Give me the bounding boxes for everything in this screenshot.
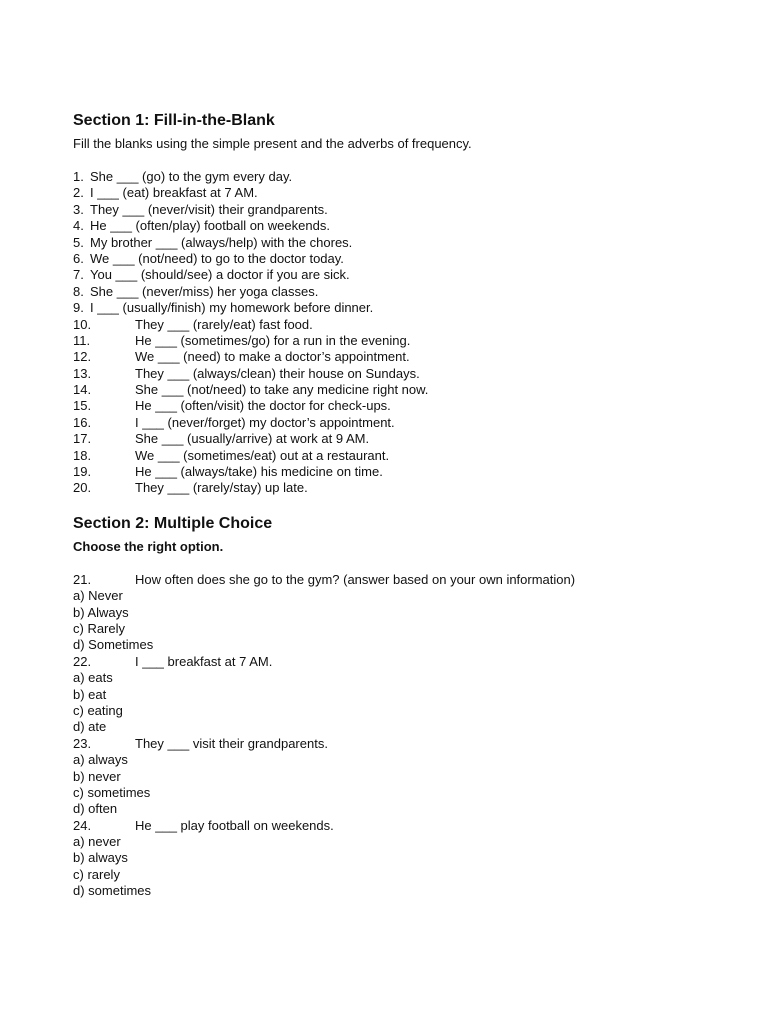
item-number: 18. xyxy=(73,447,92,463)
item-number: 19. xyxy=(73,464,92,480)
item-number: 11. xyxy=(73,332,91,348)
question-text: They ___ visit their grandparents. xyxy=(135,735,328,751)
item-number: 2. xyxy=(73,185,84,201)
item-text: They ___ (never/visit) their grandparents. xyxy=(90,201,328,217)
answer-option: b) Always xyxy=(73,604,129,620)
item-text: They ___ (always/clean) their house on Sundays. xyxy=(135,365,420,381)
list-item xyxy=(73,251,733,267)
item-text: He ___ (often/visit) the doctor for check-ups. xyxy=(135,398,391,414)
list-item xyxy=(73,267,733,283)
fill-in-blank-list xyxy=(73,169,733,497)
section-1-instruction: Fill the blanks using the simple present and the adverbs of frequency. xyxy=(73,136,472,151)
question-number: 21. xyxy=(73,571,92,587)
answer-option: a) eats xyxy=(73,670,113,686)
answer-option: a) always xyxy=(73,752,128,768)
question-number: 22. xyxy=(73,653,92,669)
answer-option: d) sometimes xyxy=(73,883,152,899)
item-number: 13. xyxy=(73,365,92,381)
question-text: I ___ breakfast at 7 AM. xyxy=(135,653,273,669)
list-item xyxy=(73,349,733,365)
item-number: 16. xyxy=(73,414,92,430)
list-item xyxy=(73,382,733,398)
answer-option: d) ate xyxy=(73,719,107,735)
item-text: We ___ (not/need) to go to the doctor today. xyxy=(90,250,344,266)
question-block xyxy=(73,818,733,900)
list-item xyxy=(73,169,733,185)
question-number: 24. xyxy=(73,817,92,833)
item-text: We ___ (sometimes/eat) out at a restaurant. xyxy=(135,447,390,463)
item-text: He ___ (sometimes/go) for a run in the evening. xyxy=(135,332,411,348)
answer-option: b) always xyxy=(73,850,128,866)
item-text: My brother ___ (always/help) with the chores. xyxy=(90,234,353,250)
item-number: 10. xyxy=(73,316,92,332)
item-text: He ___ (often/play) football on weekends. xyxy=(90,218,330,234)
item-number: 5. xyxy=(73,234,84,250)
item-text: They ___ (rarely/stay) up late. xyxy=(135,480,308,496)
item-number: 3. xyxy=(73,201,84,217)
item-number: 8. xyxy=(73,283,84,299)
section-2-instruction: Choose the right option. xyxy=(73,538,224,554)
answer-option: a) never xyxy=(73,834,121,850)
list-item xyxy=(73,431,733,447)
item-text: I ___ (eat) breakfast at 7 AM. xyxy=(90,185,258,201)
answer-option: c) sometimes xyxy=(73,784,151,800)
list-item xyxy=(73,284,733,300)
item-number: 17. xyxy=(73,431,92,447)
list-item xyxy=(73,300,733,316)
item-text: You ___ (should/see) a doctor if you are sick. xyxy=(90,267,350,283)
item-text: She ___ (go) to the gym every day. xyxy=(90,169,293,184)
question-number: 23. xyxy=(73,735,92,751)
multiple-choice-list xyxy=(73,572,733,900)
list-item xyxy=(73,235,733,251)
item-number: 15. xyxy=(73,398,92,414)
item-number: 6. xyxy=(73,250,84,266)
section-2-title: Section 2: Multiple Choice xyxy=(73,514,273,532)
list-item xyxy=(73,333,733,349)
item-text: She ___ (never/miss) her yoga classes. xyxy=(90,283,319,299)
question-stem xyxy=(73,736,733,752)
question-text: He ___ play football on weekends. xyxy=(135,817,334,833)
item-text: I ___ (usually/finish) my homework before dinner. xyxy=(90,300,374,316)
item-text: She ___ (usually/arrive) at work at 9 AM. xyxy=(135,431,370,447)
list-item xyxy=(73,218,733,234)
answer-option: c) Rarely xyxy=(73,620,126,636)
answer-option: c) eating xyxy=(73,702,123,718)
list-item xyxy=(73,317,733,333)
list-item xyxy=(73,448,733,464)
item-number: 1. xyxy=(73,169,84,184)
answer-option: b) never xyxy=(73,768,121,784)
question-block xyxy=(73,736,733,818)
list-item xyxy=(73,202,733,218)
item-text: We ___ (need) to make a doctor’s appointment. xyxy=(135,349,410,365)
question-stem xyxy=(73,818,733,834)
question-block xyxy=(73,654,733,736)
list-item xyxy=(73,480,733,496)
list-item xyxy=(73,366,733,382)
section-1-title: Section 1: Fill-in-the-Blank xyxy=(73,112,275,129)
answer-option: d) often xyxy=(73,801,118,817)
item-number: 20. xyxy=(73,480,92,496)
question-block xyxy=(73,572,733,654)
item-text: She ___ (not/need) to take any medicine right now. xyxy=(135,382,429,398)
document-page xyxy=(73,111,733,900)
item-number: 4. xyxy=(73,218,84,234)
list-item xyxy=(73,415,733,431)
item-text: He ___ (always/take) his medicine on time. xyxy=(135,464,383,480)
item-number: 7. xyxy=(73,267,84,283)
question-stem xyxy=(73,572,733,588)
list-item xyxy=(73,185,733,201)
list-item xyxy=(73,464,733,480)
answer-option: d) Sometimes xyxy=(73,637,154,653)
item-text: They ___ (rarely/eat) fast food. xyxy=(135,316,313,332)
question-text: How often does she go to the gym? (answer based on your own information) xyxy=(135,571,576,587)
list-item xyxy=(73,398,733,414)
answer-option: b) eat xyxy=(73,686,107,702)
item-number: 12. xyxy=(73,349,92,365)
answer-option: a) Never xyxy=(73,588,123,604)
item-number: 14. xyxy=(73,382,92,398)
section-2 xyxy=(73,514,733,900)
item-text: I ___ (never/forget) my doctor’s appointment. xyxy=(135,414,395,430)
item-number: 9. xyxy=(73,300,84,316)
question-stem xyxy=(73,654,733,670)
answer-option: c) rarely xyxy=(73,866,120,882)
